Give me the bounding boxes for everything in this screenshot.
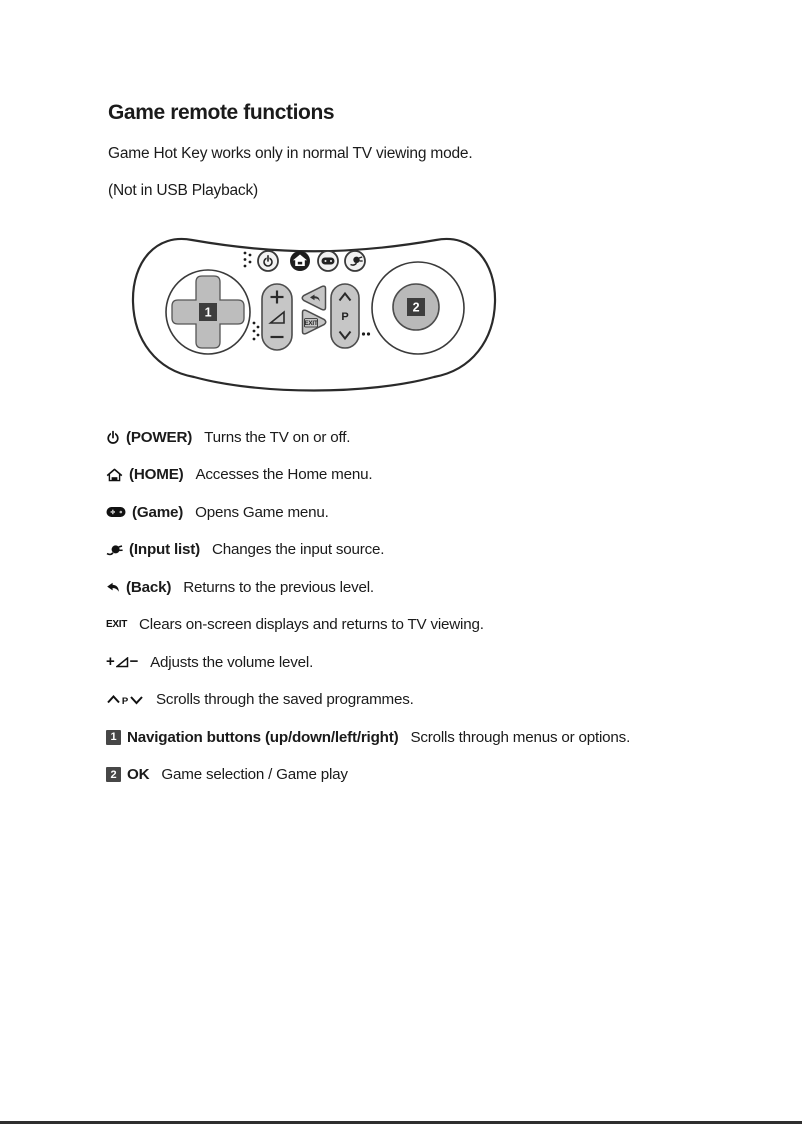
function-description: Opens Game menu.	[195, 503, 329, 521]
home-icon	[106, 468, 123, 482]
programme-letter: P	[121, 696, 129, 706]
function-row-home	[106, 466, 766, 484]
function-description: Adjusts the volume level.	[150, 653, 314, 671]
callout-2-badge: 2	[106, 767, 121, 782]
function-label: (HOME)	[129, 466, 184, 483]
channel-icon	[106, 693, 144, 706]
function-label: (Game)	[132, 503, 184, 521]
function-description: Scrolls through the saved programmes.	[156, 691, 414, 708]
intro-line-2: (Not in USB Playback)	[108, 182, 258, 199]
game-button	[318, 251, 338, 271]
function-row-input-list	[106, 541, 766, 559]
function-label: OK	[127, 766, 150, 783]
function-description: Scrolls through menus or options.	[410, 728, 631, 746]
function-description: Accesses the Home menu.	[195, 466, 373, 483]
page-footer-rule	[0, 1121, 802, 1124]
volume-rocker	[262, 284, 292, 350]
page-title: Game remote functions	[108, 101, 335, 124]
function-description: Game selection / Game play	[161, 766, 348, 783]
function-row-navigation	[106, 728, 766, 746]
programme-label: P	[341, 311, 349, 323]
programme-rocker	[331, 284, 359, 348]
function-description: Clears on-screen displays and returns to TV viewing.	[139, 616, 484, 633]
function-row-game	[106, 503, 766, 521]
function-row-exit	[106, 616, 766, 634]
callout-1-badge: 1	[106, 730, 121, 745]
function-list	[106, 428, 766, 803]
function-description: Changes the input source.	[212, 541, 385, 558]
ok-callout-number: 2	[412, 300, 420, 315]
exit-button-label: EXIT	[304, 319, 318, 327]
exit-icon: EXIT	[106, 619, 128, 630]
function-row-power	[106, 428, 766, 446]
input-plug-icon	[106, 543, 123, 556]
volume-plus-glyph: +	[106, 653, 115, 670]
function-row-back	[106, 578, 766, 596]
input-button	[345, 251, 365, 271]
gamepad-icon	[106, 506, 126, 518]
remote-diagram	[128, 228, 500, 398]
function-description: Turns the TV on or off.	[204, 428, 351, 446]
function-row-ok	[106, 766, 766, 784]
volume-level-icon	[116, 657, 129, 668]
intro-line-1: Game Hot Key works only in normal TV viewing mode.	[108, 145, 473, 162]
chevron-up-icon	[108, 697, 119, 703]
power-button	[258, 251, 278, 271]
volume-minus-glyph: −	[129, 653, 139, 670]
volume-icon	[106, 653, 139, 670]
function-label: (POWER)	[126, 428, 193, 446]
chevron-down-icon	[131, 697, 142, 703]
home-button	[290, 251, 310, 271]
back-arrow-icon	[106, 582, 120, 593]
gamepad-icon	[322, 258, 335, 265]
function-label: Navigation buttons (up/down/left/right)	[127, 728, 399, 746]
ok-button	[372, 262, 464, 354]
dpad-callout-number: 1	[204, 305, 212, 320]
function-description: Returns to the previous level.	[183, 578, 374, 596]
function-label: (Back)	[126, 578, 172, 596]
function-row-programme	[106, 691, 766, 709]
function-label: (Input list)	[129, 541, 200, 558]
function-row-volume	[106, 653, 766, 671]
power-icon	[106, 430, 120, 445]
